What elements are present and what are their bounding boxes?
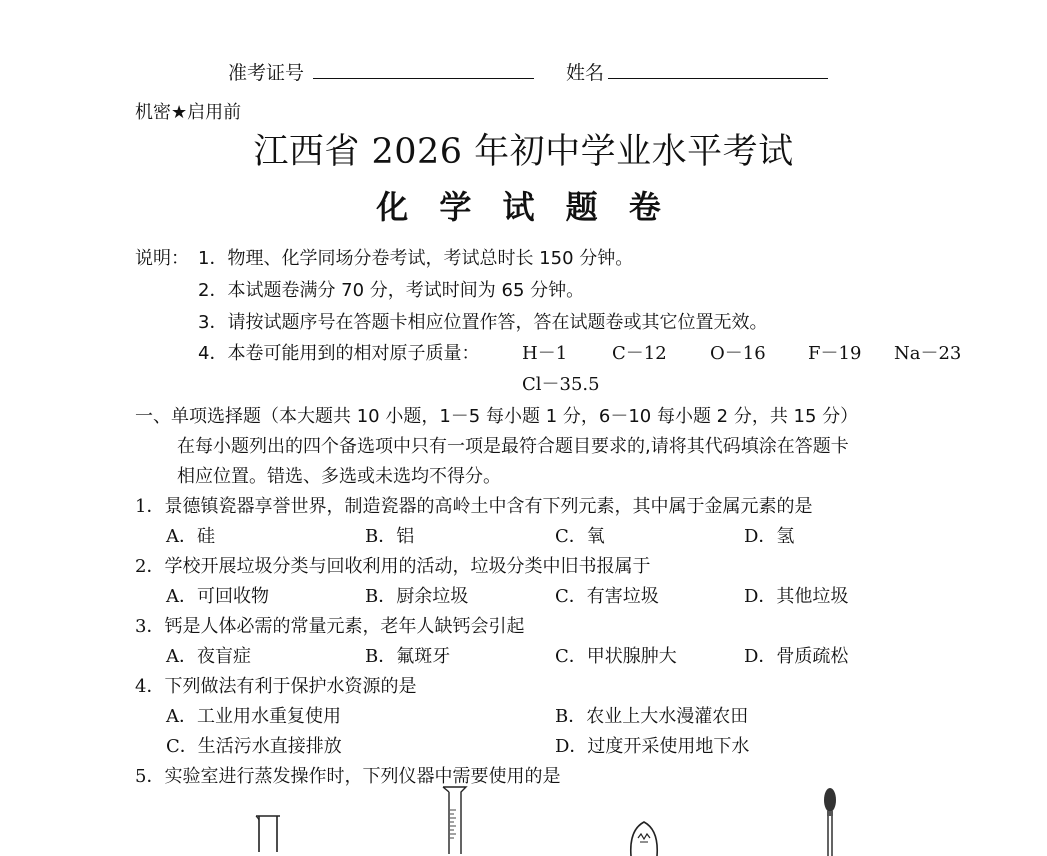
question-stem: 5．实验室进行蒸发操作时，下列仪器中需要使用的是 [135,766,561,787]
answer-option: C．生活污水直接排放 [166,736,342,757]
answer-option: D．骨质疏松 [744,646,849,667]
name-label: 姓名 [566,62,605,84]
answer-option: A．硅 [166,526,215,547]
answer-option: B．氟斑牙 [365,646,451,667]
candidate-number-blank [313,78,534,79]
exam-title: 江西省 2026 年初中学业水平考试 [253,132,794,172]
question-stem: 3．钙是人体必需的常量元素，老年人缺钙会引起 [135,616,525,637]
answer-option: B．厨余垃圾 [365,586,469,607]
atomic-mass: F－19 [808,343,862,364]
confidential-mark: 机密★启用前 [135,102,242,123]
answer-option: B．铝 [365,526,415,547]
beaker-icon [252,812,284,852]
answer-option: C．氧 [555,526,605,547]
answer-option: C．甲状腺肿大 [555,646,677,667]
atomic-mass: Cl－35.5 [522,374,600,395]
answer-option: A．工业用水重复使用 [166,706,341,727]
dropper-icon [818,786,842,856]
graduated-cylinder-icon [440,784,470,854]
instructions-lead: 说明： [135,248,189,269]
atomic-mass: H－1 [522,343,568,364]
instruction-item: 3．请按试题序号在答题卡相应位置作答，答在试题卷或其它位置无效。 [198,312,768,333]
paper-title: 化 学 试 题 卷 [376,188,671,226]
question-stem: 4．下列做法有利于保护水资源的是 [135,676,417,697]
alcohol-lamp-icon [627,816,661,856]
answer-option: D．过度开采使用地下水 [555,736,750,757]
section-heading: 一、单项选择题（本大题共 10 小题，1－5 每小题 1 分，6－10 每小题 2 分，共 15 分） [135,406,859,427]
question-stem: 2．学校开展垃圾分类与回收利用的活动，垃圾分类中旧书报属于 [135,556,651,577]
answer-option: A．夜盲症 [166,646,251,667]
instruction-item: 4．本卷可能用到的相对原子质量： [198,343,480,364]
answer-option: B．农业上大水漫灌农田 [555,706,749,727]
instruction-item: 1．物理、化学同场分卷考试，考试总时长 150 分钟。 [198,248,634,269]
question-stem: 1．景德镇瓷器享誉世界，制造瓷器的高岭土中含有下列元素，其中属于金属元素的是 [135,496,813,517]
answer-option: C．有害垃圾 [555,586,659,607]
name-blank [608,78,828,79]
atomic-mass: C－12 [612,343,667,364]
atomic-mass: O－16 [710,343,766,364]
section-note: 在每小题列出的四个备选项中只有一项是最符合题目要求的,请将其代码填涂在答题卡 [177,436,849,457]
atomic-mass: Na－23 [894,343,962,364]
candidate-number-label: 准考证号 [228,62,305,84]
answer-option: D．其他垃圾 [744,586,849,607]
instruction-item: 2．本试题卷满分 70 分，考试时间为 65 分钟。 [198,280,585,301]
answer-option: D．氢 [744,526,795,547]
section-note: 相应位置。错选、多选或未选均不得分。 [177,466,501,487]
answer-option: A．可回收物 [166,586,269,607]
